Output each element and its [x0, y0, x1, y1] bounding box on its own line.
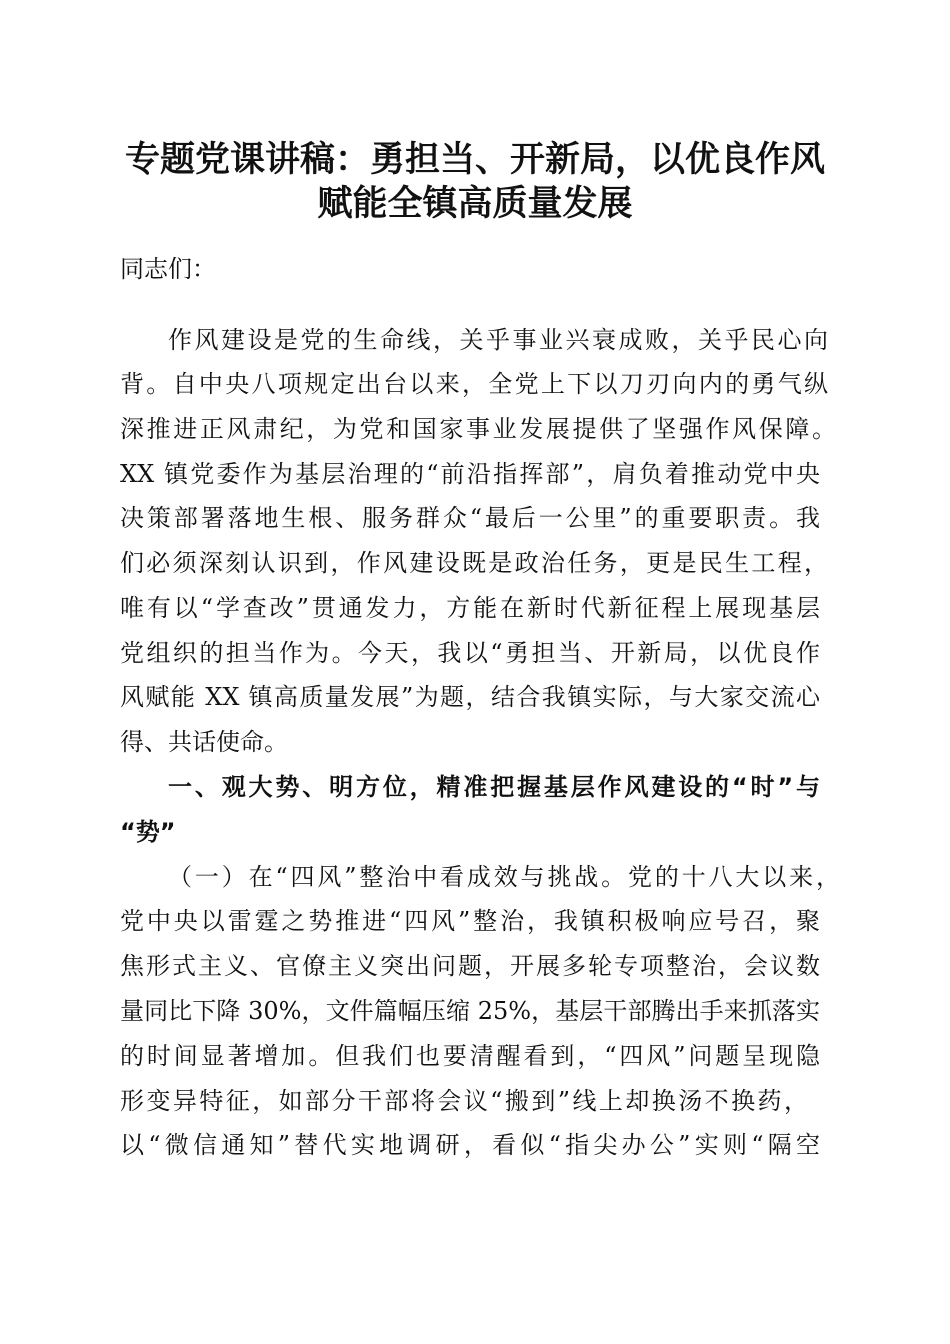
text-line: 形变异特征，如部分干部将会议“搬到”线上却换汤不换药，: [120, 1087, 808, 1115]
text-line: 得、共话使命。: [120, 728, 288, 756]
text-line: 深推进正风肃纪，为党和国家事业发展提供了坚强作风保障。: [120, 415, 836, 443]
document-title-line-2: 赋能全镇高质量发展: [317, 183, 633, 224]
text-line: 决策部署落地生根、服务群众“最后一公里”的重要职责。我: [120, 504, 820, 532]
salutation: 同志们：: [120, 255, 216, 283]
text-line: 风赋能 XX 镇高质量发展”为题，结合我镇实际，与大家交流心: [120, 683, 820, 711]
text-line: 作风建设是党的生命线，关乎事业兴衰成败，关乎民心向: [168, 326, 828, 354]
text-line: 唯有以“学查改”贯通发力，方能在新时代新征程上展现基层: [120, 594, 820, 622]
text-line: 党中央以雷霆之势推进“四风”整治，我镇积极响应号召，聚: [120, 907, 820, 935]
text-line: 党组织的担当作为。今天，我以“勇担当、开新局，以优良作: [120, 639, 820, 667]
text-line: 们必须深刻认识到，作风建设既是政治任务，更是民生工程，: [120, 549, 828, 577]
text-line: 焦形式主义、官僚主义突出问题，开展多轮专项整治，会议数: [120, 952, 820, 980]
document-title-line-1: 专题党课讲稿：勇担当、开新局，以优良作风: [124, 139, 825, 180]
text-line: 量同比下降 30%，文件篇幅压缩 25%，基层干部腾出手来抓落实: [120, 997, 820, 1025]
text-line: XX 镇党委作为基层治理的“前沿指挥部”，肩负着推动党中央: [120, 460, 820, 488]
text-line: 以“微信通知”替代实地调研，看似“指尖办公”实则“隔空: [120, 1131, 820, 1159]
text-line: 的时间显著增加。但我们也要清醒看到，“四风”问题呈现隐: [120, 1042, 820, 1070]
section-heading-1: 一、观大势、明方位，精准把握基层作风建设的“时”与: [168, 773, 820, 801]
subsection-heading-1: （一）在“四风”整治中看成效与挑战。党的十八大以来，: [168, 863, 840, 891]
section-heading-1-cont: “势”: [120, 818, 176, 846]
text-line: 背。自中央八项规定出台以来，全党上下以刀刃向内的勇气纵: [120, 370, 828, 398]
